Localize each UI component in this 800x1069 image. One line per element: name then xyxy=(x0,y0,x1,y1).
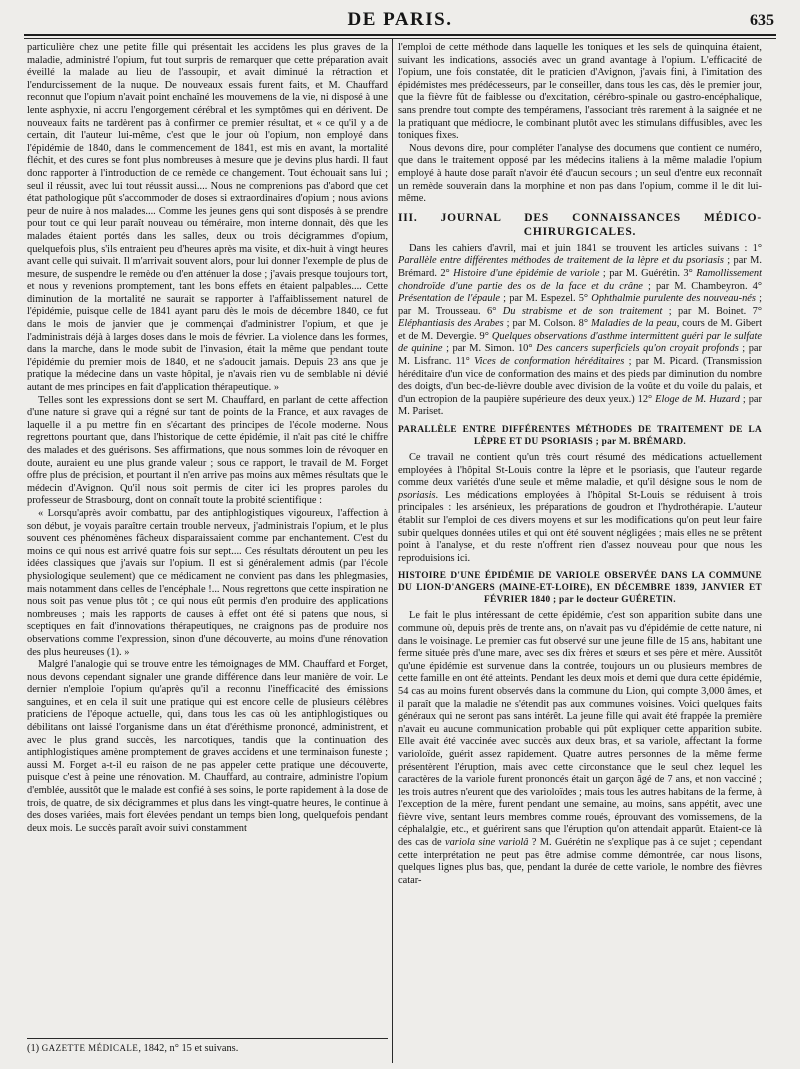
italic-run: variola sine variolâ xyxy=(445,837,529,849)
text-run: , 1842, n° 15 et suivans. xyxy=(138,1043,239,1054)
article-paragraph xyxy=(398,452,762,565)
page-header-title: DE PARIS. xyxy=(347,9,453,30)
text-run: ; par M. Simon. 10° xyxy=(442,343,537,355)
text-run: ? M. Guérétin ne s'explique pas à ce sujet ; cependant cette interprétation ne peut pas être admise comme démontrée, car nous lisons, quelques lignes plus bas, que, pendant la durée de cette variole, le nombre des fièvres catar- xyxy=(398,837,762,886)
footnote xyxy=(27,1042,388,1056)
section-heading: III. JOURNAL DES CONNAISSANCES MÉDICO-CHIRURGICALES. xyxy=(398,211,762,238)
text-run: particulière chez une petite fille qui présentait les accidens les plus graves de la maladie, administré l'opium, fut tout surpris de remarquer que cette préparation avait éveillé la malade au lieu de l'assoupir, et avait diminué la rétraction et l'endurcissement de la nuque. De nouveaux essais furent faits, et M. Chauffard reconnut que l'opium n'avait point enchaîné les mouvemens de la vie, ni disposé à une lente asphyxie, ni accru l'engorgement cérébral et les symptômes qui en dérivent. De nouveaux faits ne tardèrent pas à confirmer ce premier résultat, et « ce qu'il y a de certain, dit l'auteur lui-même, c'est que le jour où l'opium, non employé dans l'épidémie de 1840, dans le commencement de 1841, est mis en avant, la mortalité fléchit, et des cures se font plus nombreuses à mesure que je devins plus hardi. Il faut donc rapporter à l'introduction de ce remède ce changement. Tout échouait sans lui ; seul il réussit, avec lui tout réussit aussi.... Nous ne comprenions pas d'abord que cet état pathologique pût s'accommoder de doses si extraordinaires d'opium ; nous avions peur de nuire à nos malades.... Comme les jeunes gens qui sont disposés à se prendre pour tout ce qui leur paraît nouveau ou téméraire, mon interne donnait, dès que les malades étaient portés dans les salles, deux ou trois décigrammes d'opium, quelquefois plus, s'ils entraient peu d'heures après ma visite, et dix-huit à vingt heures avant celle qui suivait. Il m'arrivait souvent alors, pour lui donner l'exemple de plus de mesure, de suspendre le remède ou d'en atténuer la dose ; j'avais presque toujours tort, et nous y revenions promptement, tant les bons effets en étaient palpables.... Cette diminution de la mortalité ne saurait se rapporter à l'affaiblissement naturel de l'épidémie, puisque celle de 1841 ayant paru dès le mois de décembre 1840, ce fut dans le mois de janvier que je commençai d'administrer l'opium, et que je l'administrais déjà à larges doses dans le mois de février. La violence dans les formes, dans la marche, dans le mode subit de l'invasion, était la même que pendant toute l'épidémie du premier mois de 1840, et ne s'adoucit jamais. Depuis 23 ans que je pratique la médecine dans un vaste hôpital, je n'avais rien vu de semblable ni dévié autant de mes principes en fait d'application thérapeutique. » xyxy=(27,42,388,394)
italic-run: Eléphantiasis des Arabes xyxy=(398,318,504,330)
page-number: 635 xyxy=(750,12,774,29)
text-run: (1) xyxy=(27,1043,42,1054)
text-run: ; par M. Lisfranc. 11° xyxy=(398,343,762,368)
text-run: Dans les cahiers d'avril, mai et juin 1841 se trouvent les articles suivans : 1° xyxy=(409,242,762,254)
italic-run: Quelques observations d'asthme intermittent guéri par le sulfate de quinine xyxy=(398,330,762,355)
left-column xyxy=(27,42,388,1032)
page-header xyxy=(24,6,776,34)
text-run: Telles sont les expressions dont se sert M. Chauffard, en parlant de cette affection d'une nature si grave qui a régné sur tant de points de la France, et aux ravages de laquelle il a pu mettre fin en s'écartant des principes de l'école moderne. Nous regrettons pourtant que, dans l'historique de cette épidémie, il n'ait pas cité le chiffre des malades et des guérisons. Ses affirmations, que nous sommes loin de révoquer en doute, auraient eu une plus grande valeur ; sous ce rapport, le travail de M. Forget offre plus de précision, et pourtant il n'en arrive pas moins aux mêmes résultats que le médecin d'Avignon. Qu'il nous soit permis de citer ici les propres paroles du professeur de Strasbourg, dont on connaît toute la probité scientifique : xyxy=(27,394,388,507)
footnote-rule xyxy=(27,1038,388,1039)
italic-run: Eloge de M. Huzard xyxy=(655,393,740,405)
article-paragraph xyxy=(398,42,762,143)
header-rule-thin xyxy=(24,38,776,39)
text-run: l'emploi de cette méthode dans laquelle les toniques et les sels de quinquina étaient, suivant les indications, associés avec un grand avantage à l'opium. L'efficacité de l'opium, une fois constatée, dit le praticien d'Avignon, j'avais fini, à l'imitation des épidémistes mes prédécesseurs, par le conseiller, dans tous les cas, dès le premier jour, que la fièvre fût de faiblesse ou d'excitation, cérébro-spinale ou gastro-encéphalique, sans prendre tout compte des tempéramens, l'associant très rarement à la saignée et ne la pratiquant que médiocre, le combinant plutôt avec les stimulans diffusibles, avec les toniques fixes. xyxy=(398,42,762,142)
italic-run: Parallèle entre différentes méthodes de traitement de la lèpre et du psoriasis xyxy=(398,255,724,267)
text-run: ; par M. Colson. 8° xyxy=(503,318,591,330)
article-paragraph xyxy=(398,610,762,887)
article-subheading: HISTOIRE D'UNE ÉPIDÉMIE DE VARIOLE OBSERVÉE DANS LA COMMUNE DU LION-D'ANGERS (MAINE-ET-LOIRE), EN DÉCEMBRE 1839, JANVIER ET FÉVRIER 1840 ; par le docteur GUÉRETIN. xyxy=(398,571,762,606)
text-run: ; par M. Pariset. xyxy=(398,393,762,418)
text-run: Malgré l'analogie qui se trouve entre les témoignages de MM. Chauffard et Forget, nous devons cependant signaler une grande différence dans leur manière de voir. Le dernier n'emploie l'opium qu'après qu'il a reconnu l'inefficacité des émissions sanguines, et en cela il suit une pratique qui est encore celle de plusieurs célèbres praticiens de l'époque actuelle, qui, dans tous les cas où les antiphlogistiques ou débilitans ont laissé l'organisme dans un état d'éréthisme prononcé, administrent, et avec le plus grand succès, les narcotiques, tandis que la continuation des antiphlogistiques amène promptement de graves accidens et une terminaison funeste ; aussi M. Forget a-t-il eu raison de ne pas appeler cette pratique une découverte, puisque c'est à peine une rénovation. M. Chauffard, au contraire, administre l'opium d'emblée, aussitôt que le malade est confié à ses soins, le porte rapidement à la dose de trois, de quatre, de six décigrammes et plus dans les vingt-quatre heures, le continue à des doses variées, mais fort élevées pendant un temps bien long, quelquefois pendant deux mois. Le succès paraît avoir suivi constamment xyxy=(27,659,388,834)
italic-run: Présentation de l'épaule xyxy=(398,293,501,305)
article-paragraph xyxy=(27,395,388,508)
header-rule-thick xyxy=(24,34,776,36)
articles-list-paragraph xyxy=(398,243,762,419)
italic-run: Maladies de la peau xyxy=(590,318,677,330)
italic-run: Vices de conformation héréditaires xyxy=(474,356,625,368)
column-divider xyxy=(392,39,393,1063)
text-run: Le fait le plus intéressant de cette épidémie, c'est son apparition subite dans une commune où, depuis près de trente ans, on n'avait pas vu d'épidémie de cette nature, ni dans le voisinage. Le premier cas fut observé sur une jeune fille de 15 ans, habitant une ferme située près d'une mare, avec ses dix frères et sœurs et ses père et mère. Aussitôt qu'une épidémie est survenue dans la contrée, toujours un ou plusieurs membres de cette famille en ont été atteints. Pendant les deux mois et demi que dura cette épidémie, 54 cas au moins furent observés dans la commune du Lion, qui compte 3,000 âmes, et il paraît que la maladie ne s'étendit pas aux communes voisines. Voici quelques faits généraux qui ne seront pas sans intérêt. La jeune fille qui avait été frappée la première n'avait eu aucune communication probable qui pût expliquer cette apparition subite. Elle avait été vaccinée avec succès aux deux bras, et sa variole, affectant la forme varioloïde, guérit assez rapidement. Quatre autres personnes de la même ferme présentèrent l'éruption, mais avec cette circonstance que le seul chez lequel les caractères de la variole furent prononcés était un garçon âgé de 7 ans, et non vacciné ; les trois autres n'eurent que des varioloïdes ; mais tous les autres habitans de la ferme, à l'exception de la mère, furent pendant une semaine, au moins, sans appétit, avec une fièvre vive, sentant leurs membres comme roués, éprouvant des vomissemens, de la céphalalgie, etc., et guérirent sans que l'éruption qu'on attendait apparût. Etaient-ce là des cas de xyxy=(398,610,762,849)
article-paragraph xyxy=(27,42,388,395)
text-run: ; par M. Guérétin. 3° xyxy=(599,267,697,279)
quoted-paragraph xyxy=(27,508,388,659)
text-run: Nous devons dire, pour compléter l'analyse des documens que contient ce numéro, que dans le traitement opposé par les médecins italiens à la même maladie l'opium employé à haute dose paraît n'avoir été d'aucun secours ; un seul d'entre eux reconnaît un remède souverain dans la morphine et non pas dans l'opium, comme il le dit lui-même. xyxy=(398,142,762,205)
italic-run: psoriasis xyxy=(398,489,436,501)
text-run: « Lorsqu'après avoir combattu, par des antiphlogistiques vigoureux, l'affection à son début, je voyais paraître certain trouble nerveux, j'administrais l'opium, et le plus souvent ces phénomènes fâcheux disparaissaient comme par enchantement. C'est du moins ce qui nous est arrivé quatre fois sur sept.... Ces résultats déroutent un peu les idées classiques que j'avais sur l'opium. Il est si généralement admis (par l'école physiologique seulement) que ce médicament ne convient pas dans les phlegmasies, mais notamment dans celles de l'encéphale !... Nous regrettons que cette inspiration ne nous soit pas venue plus tôt ; ce qui nous eût permis d'en produire des applications nombreuses ; mais les rapports de causes à effet ont été si patens que nous, si sceptiques en fait d'innovations thérapeutiques, ne craignons pas de produire nos observations comme l'expression, sinon d'une découverte, au moins d'une rénovation des plus heureuses (1). » xyxy=(27,507,388,658)
text-run: ; par M. Chambeyron. 4° xyxy=(642,280,762,292)
italic-run: Histoire d'une épidémie de variole xyxy=(453,267,600,279)
italic-run: Du strabisme et de son traitement xyxy=(502,305,663,317)
text-run: ; par M. Trousseau. 6° xyxy=(398,293,762,317)
text-run: ; par M. Boinet. 7° xyxy=(662,305,762,317)
text-run: ; par M. Brémard. 2° xyxy=(398,255,762,279)
text-run: ; par M. Picard. (Transmission héréditaire d'un vice de conformation des mains et des pieds par diminution du nombre des doigts, d'un bec-de-lièvre double avec division de la voûte et du voile du palais, et d'un ectropion de la paupière supérieure des deux yeux.) 12° xyxy=(398,356,762,405)
article-paragraph xyxy=(27,659,388,835)
text-run: Ce travail ne contient qu'un très court résumé des médications actuellement employées à l'hôpital St-Louis contre la lèpre et le psoriasis, que l'auteur regarde comme deux variétés d'une seule et même maladie, et qu'il désigne sous le nom de xyxy=(398,452,762,489)
right-column xyxy=(398,42,762,1063)
italic-run: Ophthalmie purulente des nouveau-nés xyxy=(591,293,756,305)
italic-run: Ramollissement chondroïde d'une partie des os de la face et du crâne xyxy=(398,267,762,292)
italic-run: Des cancers superficiels qu'on croyait profonds xyxy=(536,343,739,355)
small-caps-run: GAZETTE MÉDICALE xyxy=(41,1043,139,1053)
article-subheading: PARALLÈLE ENTRE DIFFÉRENTES MÉTHODES DE TRAITEMENT DE LA LÈPRE ET DU PSORIASIS ; par M. BRÉMARD. xyxy=(398,425,762,448)
article-paragraph xyxy=(398,143,762,206)
text-run: . Les médications employées à l'hôpital St-Louis se réduisent à trois principales : les arsénieux, les préparations de goudron et l'hydrothérapie. L'auteur établit sur l'emploi de ces divers moyens et sur les modifications qu'on peut leur faire subir quelques données utiles et qui ont été souvent négligées ; mais elles ne se prêtent point à l'analyse, et du reste n'offrent rien d'assez nouveau pour que nous les reproduisions ici. xyxy=(398,489,762,564)
text-run: ; par M. Espezel. 5° xyxy=(500,293,592,305)
text-run: , cours de M. Gibert et de M. Devergie. 9° xyxy=(398,318,762,342)
